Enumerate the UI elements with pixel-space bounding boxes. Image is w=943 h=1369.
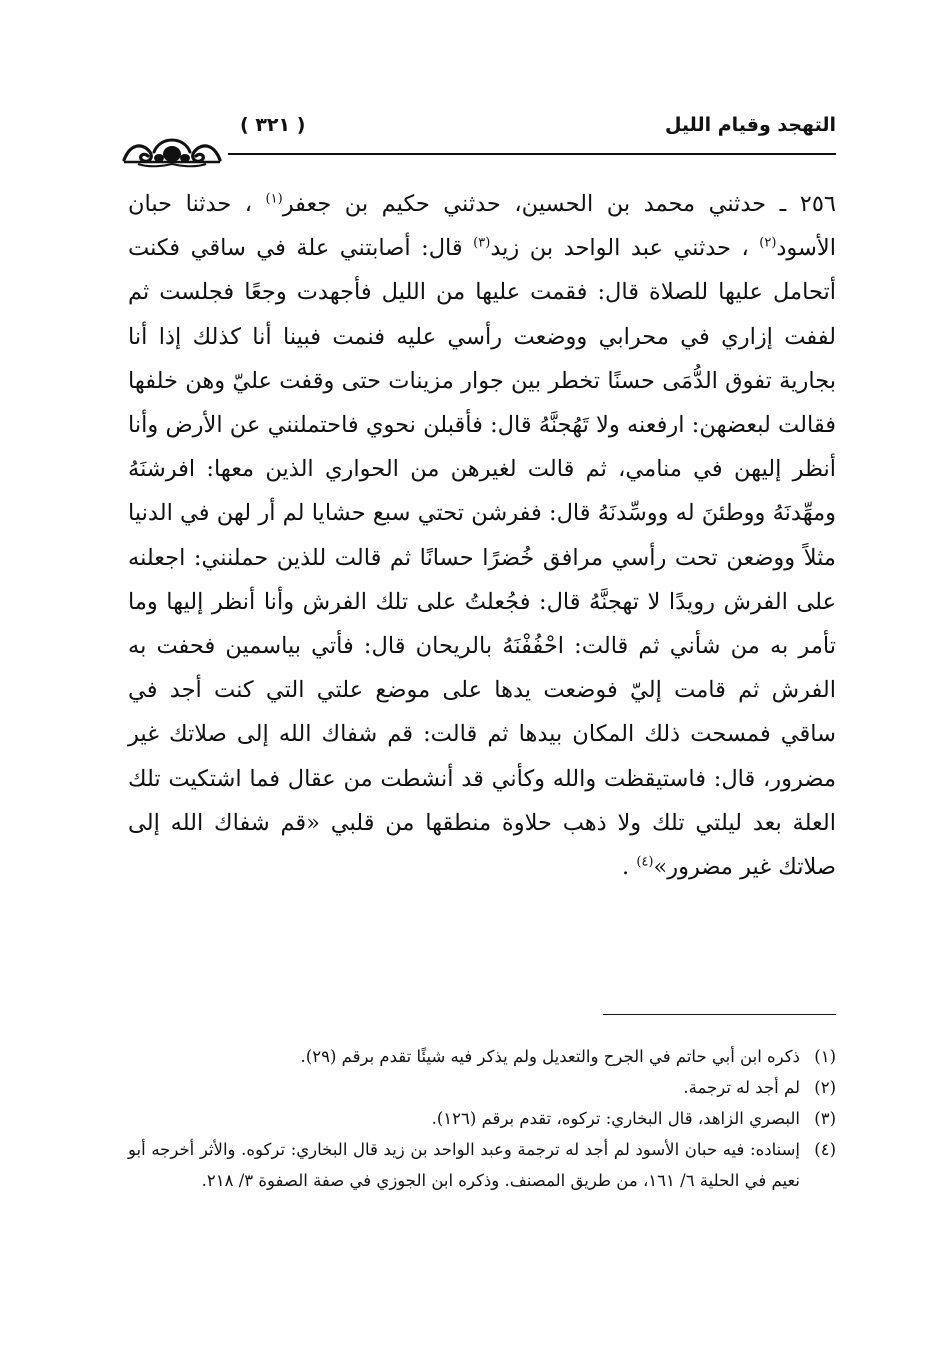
footnotes	[128, 1041, 836, 1196]
main-text	[128, 182, 836, 889]
text-seg-3: ، حدثني عبد الواحد بن زيد	[490, 235, 749, 262]
page-header	[120, 108, 836, 168]
footnote-text: لم أجد له ترجمة.	[683, 1078, 800, 1097]
footnote-number: (٢)	[814, 1078, 836, 1097]
floral-ornament-icon	[120, 130, 224, 168]
footnote-number: (٣)	[814, 1109, 836, 1128]
footnote-separator	[603, 1014, 836, 1015]
header-rule	[228, 153, 836, 155]
footnote-text: ذكره ابن أبي حاتم في الجرح والتعديل ولم يذكر فيه شيئًا تقدم برقم (٢٩).	[300, 1047, 800, 1066]
page-number: ( ٣٢١ )	[240, 114, 306, 136]
text-seg-1: ٢٥٦ ـ حدثني محمد بن الحسين، حدثني حكيم بن جعفر	[282, 191, 836, 217]
footnote-ref-2: (٢)	[759, 235, 777, 251]
footnote-number: (٤)	[814, 1140, 836, 1159]
footnote-text: البصري الزاهد، قال البخاري: تركوه، تقدم برقم (١٢٦).	[431, 1109, 800, 1128]
paragraph-256	[128, 182, 836, 889]
footnote-item	[128, 1103, 836, 1134]
text-end: .	[622, 854, 630, 881]
footnote-number: (١)	[814, 1047, 836, 1066]
footnote-item	[128, 1072, 836, 1103]
footnote-ref-1: (١)	[265, 191, 283, 207]
text-seg-4: قال: أصابتني علة في ساقي فكنت أتحامل عليها للصلاة قال: فقمت عليها من الليل فأجهدت وجعًا فجلست ثم لففت إزاري في محرابي ووضعت رأسي عليه فنمت فبينا أنا كذلك إذا أنا بجارية تفوق الدُّمَى حسنًا تخطر بين جوار مزينات حتى وقفت عليّ وهن خلفها فقالت لبعضهن: ارفعنه ولا تَهُجنَّهُ قال: فأقبلن نحوي فاحتملنني عن الأرض وأنا أنظر إليهن في منامي، ثم قالت لغيرهن من الحواري الذين معها: افرشنَهُ ومهِّدنَهُ ووطئنَ له ووسِّدنَهُ قال: ففرشن تحتي سبع حشايا لم أر لهن في الدنيا مثلاً ووضعن تحت رأسي مرافق خُضرًا حسانًا ثم قالت للذين حملنني: اجعلنه على الفرش رويدًا لا تهجنَّهُ قال: فجُعلتُ على تلك الفرش وأنا أنظر إليها وما تأمر به من شأني ثم قالت: احْفُفْنَهُ بالريحان قال: فأتي بياسمين فحفت به الفرش ثم قامت إليّ فوضعت يدها على موضع علتي التي كنت أجد في ساقي فمسحت ذلك المكان بيدها ثم قالت: قم شفاك الله إلى صلاتك غير مضرور، قال: فاستيقظت والله وكأني قد أنشطت من عقال فما اشتكيت تلك العلة بعد ليلتي تلك ولا ذهب حلاوة منطقها من قلبي «قم شفاك الله إلى صلاتك غير مضرور»	[128, 235, 836, 881]
footnote-item	[128, 1134, 836, 1196]
running-title: التهجد وقيام الليل	[664, 114, 836, 136]
footnote-text: إسناده: فيه حبان الأسود لم أجد له ترجمة وعبد الواحد بن زيد قال البخاري: تركوه. والأثر أخرجه أبو نعيم في الحلية ٦/ ١٦١، من طريق المصنف. وذكره ابن الجوزي في صفة الصفوة ٣/ ٢١٨.	[128, 1140, 800, 1190]
footnote-ref-3: (٣)	[473, 235, 491, 251]
footnote-ref-4: (٤)	[636, 854, 654, 870]
text-seg-2: ، حدثنا حبان الأسود	[128, 191, 836, 262]
footnote-item	[128, 1041, 836, 1072]
